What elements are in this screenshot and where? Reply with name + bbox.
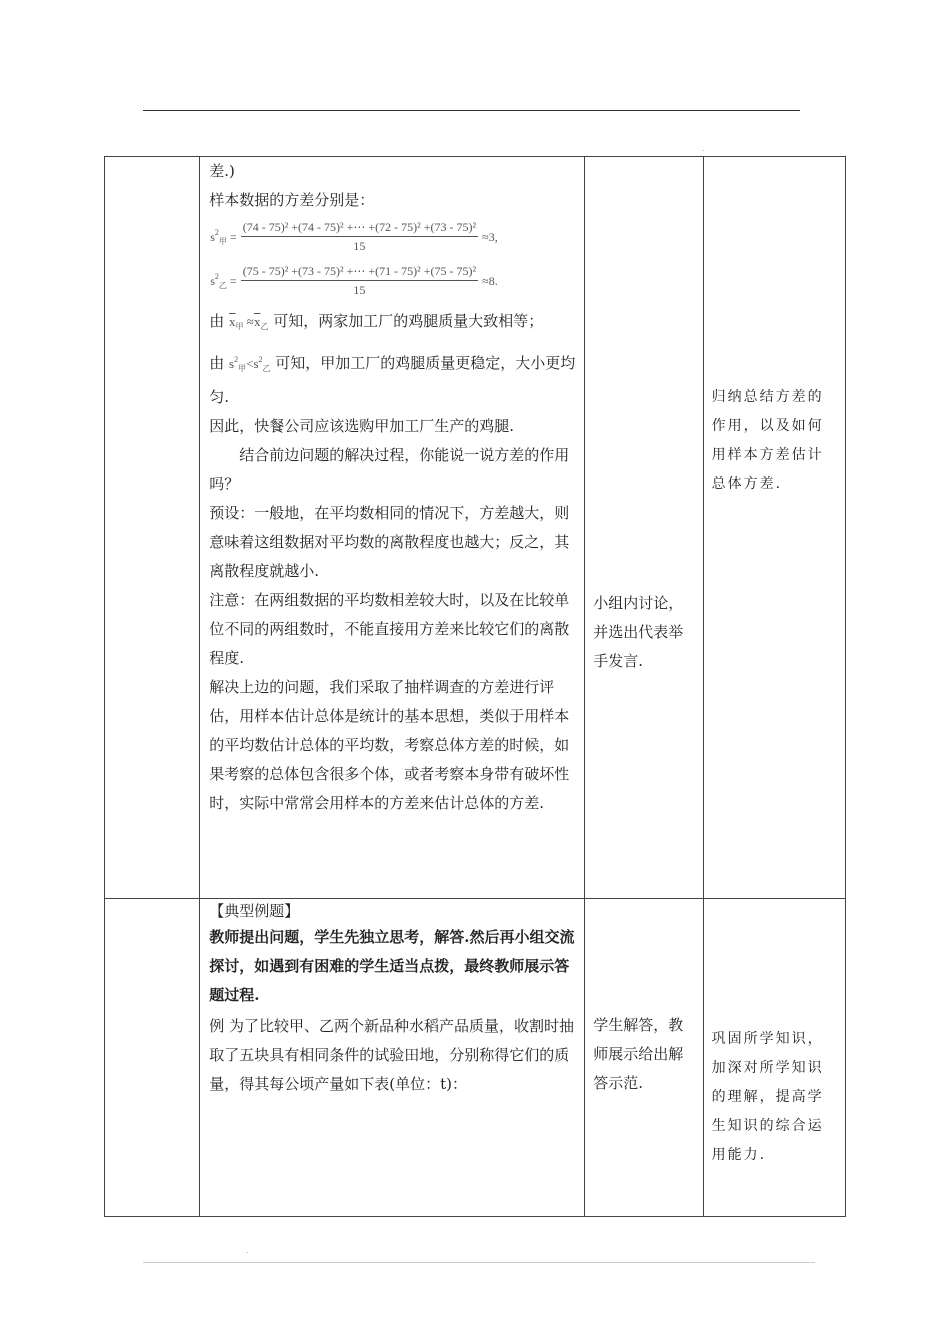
footer-rule bbox=[143, 1262, 815, 1263]
text-line: 预设：一般地，在平均数相同的情况下，方差越大，则意味着这组数据对平均数的离散程度也越大；反之，其离散程度就越小. bbox=[209, 504, 570, 580]
formula-result: ≈8. bbox=[482, 273, 498, 288]
table-row bbox=[105, 157, 846, 899]
teaching-content-cell bbox=[200, 157, 585, 899]
text-line: 注意：在两组数据的平均数相差较大时，以及在比较单位不同的两组数时，不能直接用方差来比较它们的离散程度. bbox=[209, 591, 570, 667]
fraction bbox=[241, 220, 478, 254]
student-activity-text: 学生解答，教师展示给出解答示范. bbox=[593, 1016, 684, 1092]
text-line: 样本数据的方差分别是： bbox=[209, 191, 375, 209]
example-text: 例 为了比较甲、乙两个新品种水稻产品质量，收割时抽取了五块具有相同条件的试验田地，分别称得它们的质量，得其每公顷产量如下表(单位：t)： bbox=[209, 1017, 575, 1093]
section-heading: 【典型例题】 bbox=[209, 902, 300, 920]
student-activity-cell bbox=[585, 157, 703, 899]
math-inline: $\overline{x}_甲 \approx\overline{x}_乙$ bbox=[229, 314, 269, 331]
header-rule bbox=[143, 110, 800, 111]
formula-result: ≈3, bbox=[482, 229, 498, 244]
fraction-denominator: 15 bbox=[353, 283, 366, 297]
page-dot-mark: . bbox=[246, 1246, 249, 1255]
lesson-table bbox=[104, 156, 846, 1217]
bold-instruction: 教师提出问题，学生先独立思考，解答.然后再小组交流探讨，如遇到有困难的学生适当点拨，最终教师展示答题过程. bbox=[209, 928, 575, 1004]
design-intent-text: 巩固所学知识，加深对所学知识的理解，提高学生知识的综合运用能力. bbox=[711, 1031, 824, 1163]
student-activity-text: 小组内讨论，并选出代表举手发言. bbox=[593, 594, 684, 670]
text-line: 差.) bbox=[209, 162, 235, 180]
fraction-numerator: (75 - 75)² +(73 - 75)² +⋯ +(71 - 75)² +(75 - 75)² bbox=[241, 264, 478, 281]
stage-cell bbox=[105, 157, 200, 899]
fraction bbox=[241, 264, 478, 298]
fraction-denominator: 15 bbox=[353, 239, 366, 253]
student-activity-cell bbox=[585, 899, 703, 1217]
text-line: 解决上边的问题，我们采取了抽样调查的方差进行评估，用样本估计总体是统计的基本思想，类似于用样本的平均数估计总体的平均数，考察总体方差的时候，如果考察的总体包含很多个体，或者考察本身带有破坏性时，实际中常常会用样本的方差来估计总体的方差. bbox=[209, 678, 570, 812]
math-inline: $s^2_甲<s^2_乙$ bbox=[229, 355, 271, 373]
fraction-numerator: (74 - 75)² +(74 - 75)² +⋯ +(72 - 75)² +(73 - 75)² bbox=[241, 220, 478, 237]
teaching-content-cell bbox=[200, 899, 585, 1217]
text-line: 因此，快餐公司应该选购甲加工厂生产的鸡腿. bbox=[209, 417, 515, 435]
stage-cell bbox=[105, 899, 200, 1217]
design-intent-cell bbox=[703, 899, 845, 1217]
variance-formula-jia: $s^2_甲$ = $\frac{\text{(74 - 75)² +(74 - 75)² +⋯ +(72 - 75)² +(73 - 75)²}}{15}$ ≈3, bbox=[210, 220, 498, 253]
page-dot-mark: . bbox=[702, 144, 705, 153]
text-line: 结合前边问题的解决过程，你能说一说方差的作用吗？ bbox=[209, 446, 570, 493]
table-row bbox=[105, 899, 846, 1217]
design-intent-cell bbox=[703, 157, 845, 899]
text-line-variance-compare: 由 $s^2_甲<s^2_乙$ 可知，甲加工厂的鸡腿质量更稳定，大小更均匀. bbox=[209, 354, 576, 406]
design-intent-text: 归纳总结方差的作用，以及如何用样本方差估计总体方差. bbox=[711, 389, 824, 492]
text-line-mean-compare: 由 $\overline{x}_甲 \approx\overline{x}_乙$ 可知，两家加工厂的鸡腿质量大致相等； bbox=[209, 312, 544, 331]
variance-formula-yi: $s^2_乙$ = $\frac{\text{(75 - 75)² +(73 - 75)² +⋯ +(71 - 75)² +(75 - 75)²}}{15}$ ≈8. bbox=[210, 264, 498, 297]
